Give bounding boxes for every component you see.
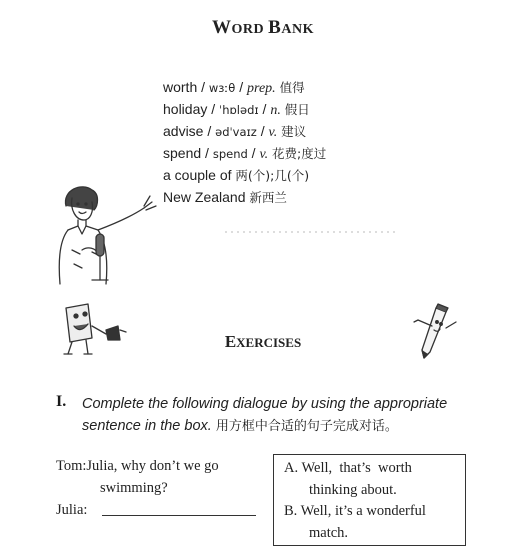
divider-dots — [225, 228, 395, 236]
option-b: B. Well, it’s a wonderful — [284, 503, 426, 519]
option-b-continued: match. — [309, 525, 349, 541]
exercise-instruction: Complete the following dialogue by using the appropriate sentence in the box. 用方框中合适的句子完成对话。 — [82, 396, 448, 434]
exercises-heading: EXERCISES — [224, 332, 302, 351]
dialogue-line-tom: Tom:Julia, why don’t we go — [56, 458, 219, 474]
option-a: A. Well, that’s worth — [284, 460, 412, 476]
answer-blank[interactable] — [102, 515, 256, 516]
word-bank-entry: worth / wɜːθ / prep. 值得 — [163, 79, 305, 96]
woman-microphone-illustration — [52, 180, 162, 290]
dialogue-line-tom-continued: swimming? — [100, 480, 168, 496]
word-bank-entry: holiday / ˈhɒlədɪ / n. 假日 — [163, 101, 310, 118]
word-bank-entry: New Zealand 新西兰 — [163, 189, 287, 205]
word-bank-entry: a couple of 两(个);几(个) — [163, 167, 310, 183]
word-bank-entry: spend / spend / v. 花费;度过 — [163, 145, 327, 162]
dialogue-line-julia: Julia: — [56, 502, 88, 518]
option-a-continued: thinking about. — [309, 482, 397, 498]
page-title: WORD BANK — [212, 17, 314, 38]
section-number: I. — [56, 393, 67, 410]
word-bank-entry: advise / ədˈvaɪz / v. 建议 — [163, 123, 307, 140]
